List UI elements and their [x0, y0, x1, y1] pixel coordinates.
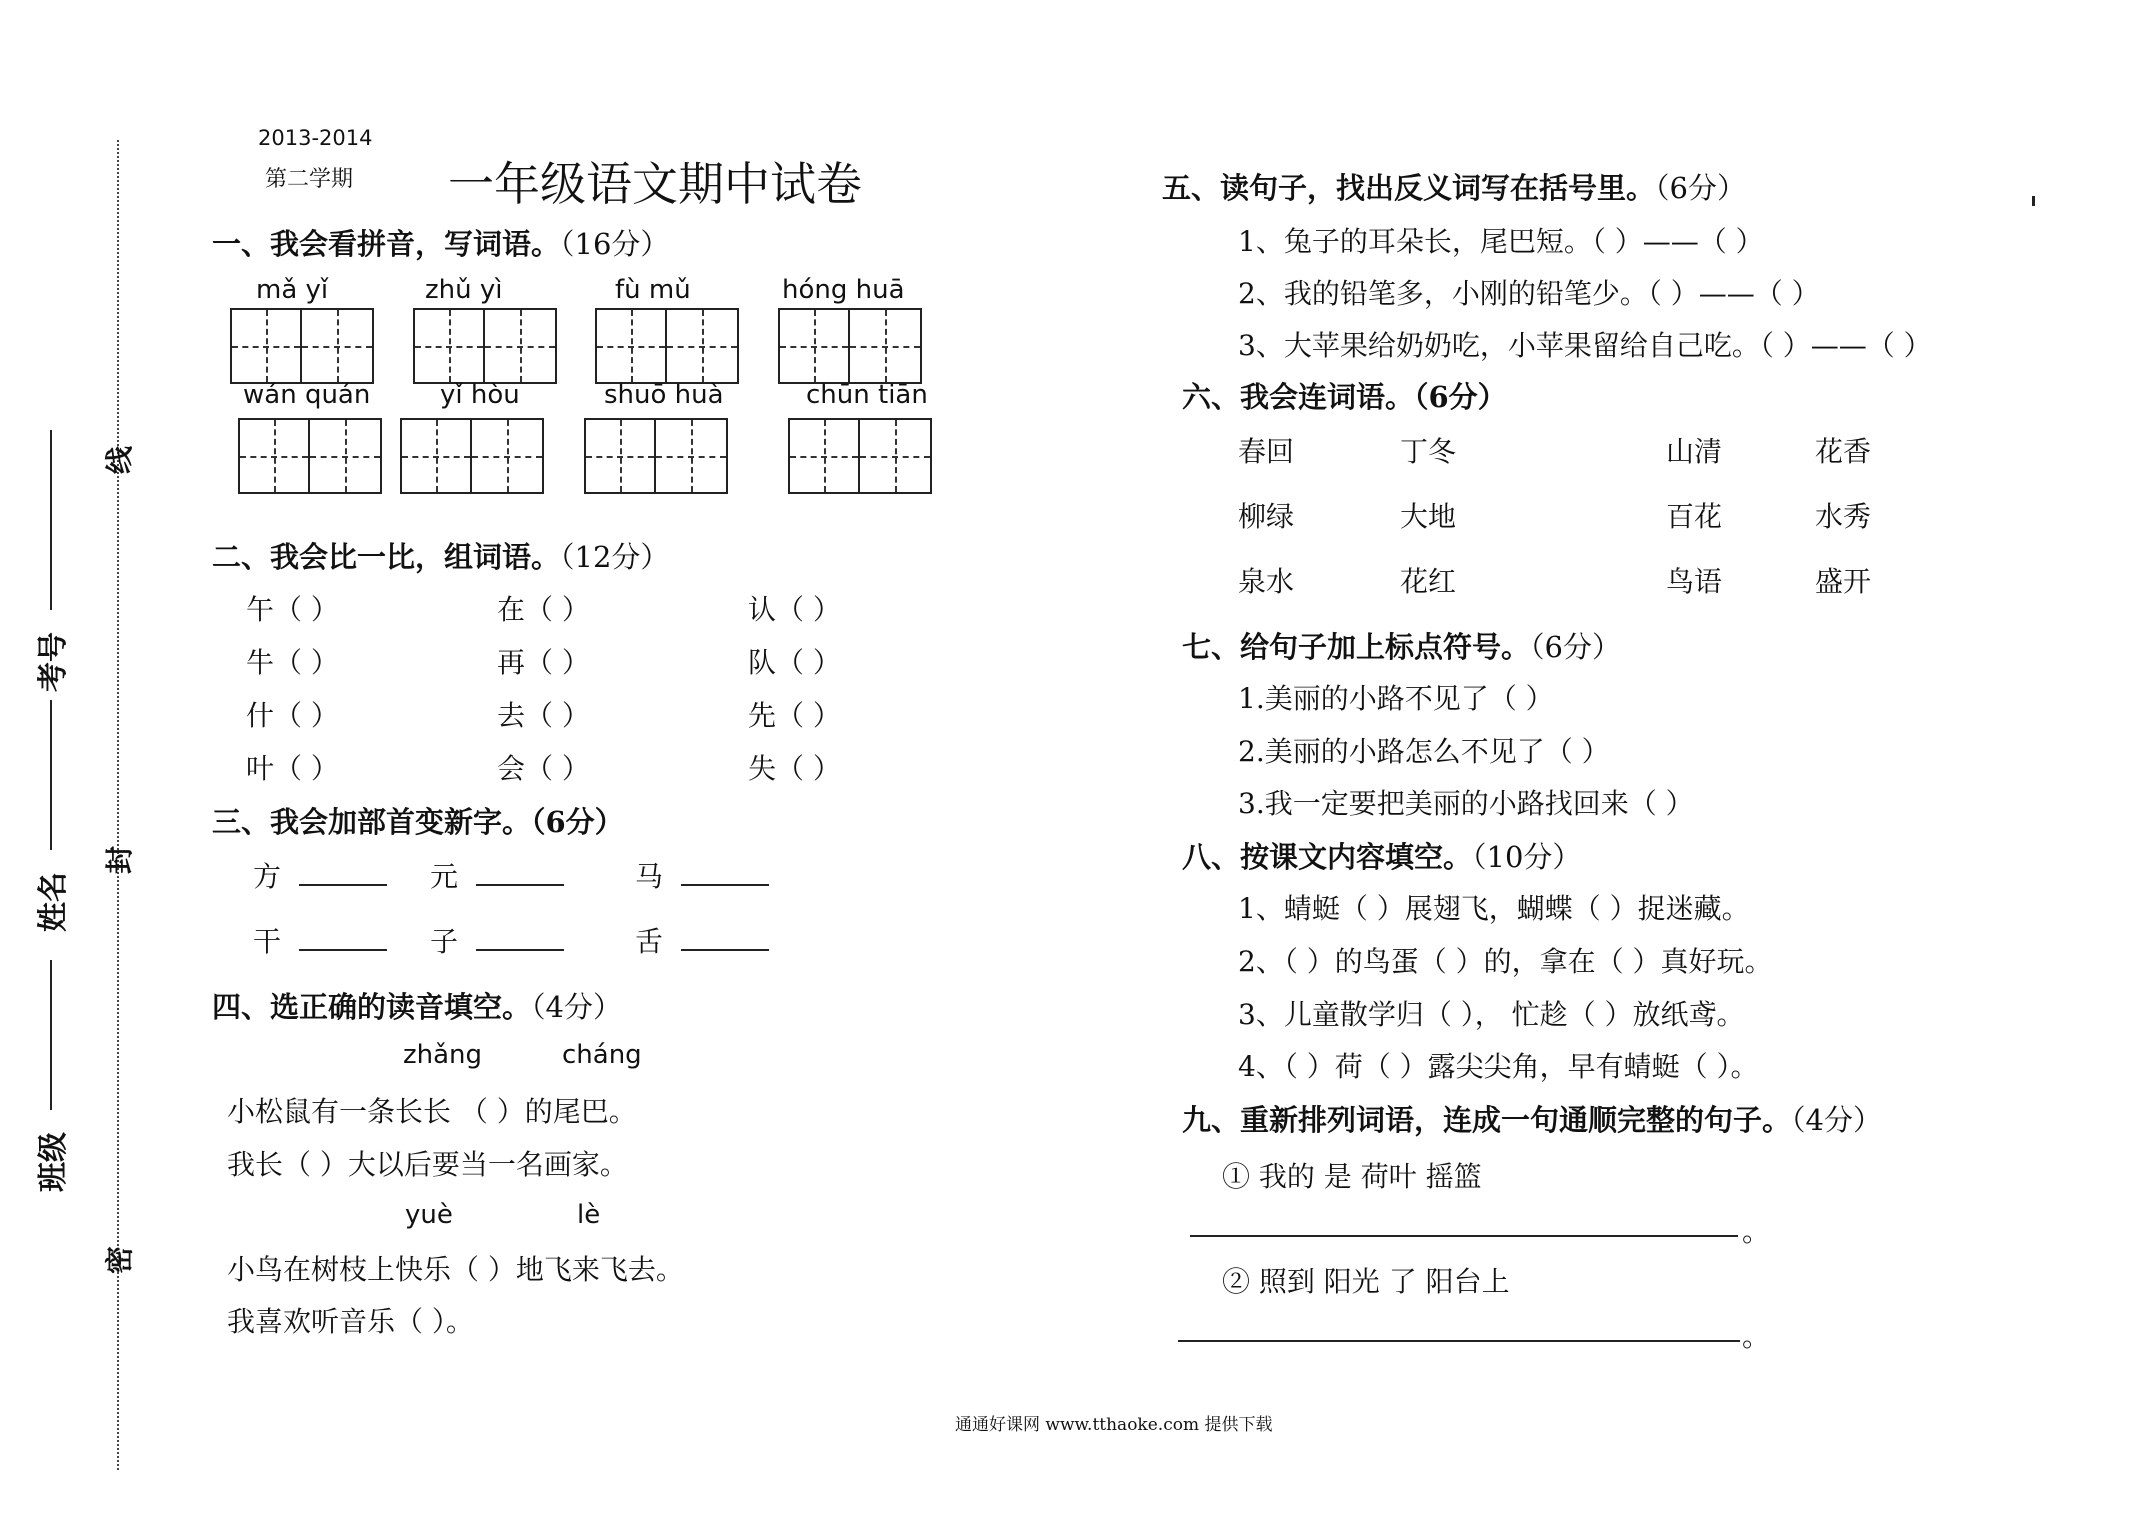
radical-item: 方 — [253, 855, 387, 895]
compare-item: 再（ ） — [497, 646, 590, 679]
compare-item: 认（ ） — [748, 593, 841, 626]
radical-item: 干 — [253, 920, 387, 960]
seal-word-xian: 线 — [103, 446, 136, 475]
field-label-name: 姓名 — [36, 872, 71, 932]
pinyin-chuntian: chūn tiān — [806, 380, 928, 410]
match-word[interactable]: 花香 — [1815, 435, 1872, 468]
punctuation-item: 1.美丽的小路不见了（ ） — [1238, 682, 1554, 715]
section-9-heading: 九、重新排列词语，连成一句通顺完整的句子。（4分） — [1182, 1103, 1882, 1137]
section-7-heading: 七、给句子加上标点符号。（6分） — [1182, 630, 1621, 664]
school-year: 2013-2014 — [258, 126, 373, 150]
pinyin-honghua: hóng huā — [782, 275, 905, 305]
reading-sentence: 小松鼠有一条长长 （ ）的尾巴。 — [227, 1095, 637, 1128]
section-4-heading: 四、选正确的读音填空。（4分） — [212, 990, 622, 1024]
compare-item: 牛（ ） — [246, 646, 339, 679]
answer-period: 。 — [1742, 1320, 1771, 1353]
match-word[interactable]: 山清 — [1666, 435, 1723, 468]
punctuation-item: 3.我一定要把美丽的小路找回来（ ） — [1238, 787, 1694, 820]
reading-sentence: 我长（ ）大以后要当一名画家。 — [227, 1148, 628, 1181]
pinyin-le: lè — [577, 1200, 601, 1230]
compare-item: 午（ ） — [246, 593, 339, 626]
field-label-class: 班级 — [36, 1132, 71, 1192]
match-word[interactable]: 花红 — [1400, 565, 1457, 598]
pinyin-yue: yuè — [405, 1200, 453, 1230]
match-word[interactable]: 泉水 — [1238, 565, 1295, 598]
section-5-heading: 五、读句子，找出反义词写在括号里。（6分） — [1162, 171, 1746, 205]
reading-sentence: 小鸟在树枝上快乐（ ）地飞来飞去。 — [227, 1253, 684, 1286]
seal-word-mi: 密 — [103, 1246, 136, 1275]
pinyin-mayi: mǎ yǐ — [256, 275, 329, 305]
compare-item: 失（ ） — [748, 752, 841, 785]
page-title: 一年级语文期中试卷 — [448, 157, 862, 211]
fill-blank-item: 2、（ ）的鸟蛋（ ）的，拿在（ ）真好玩。 — [1238, 945, 1773, 978]
field-label-exam-number: 考号 — [36, 632, 71, 692]
match-word[interactable]: 丁冬 — [1400, 435, 1457, 468]
compare-item: 叶（ ） — [246, 752, 339, 785]
match-word[interactable]: 百花 — [1666, 500, 1723, 533]
answer-line[interactable] — [1178, 1340, 1740, 1342]
seal-word-feng: 封 — [103, 846, 136, 875]
compare-item: 队（ ） — [748, 646, 841, 679]
compare-item: 在（ ） — [497, 593, 590, 626]
field-line-exam-number — [50, 430, 52, 610]
radical-item: 舌 — [635, 920, 769, 960]
section-8-heading: 八、按课文内容填空。（10分） — [1182, 840, 1582, 874]
pinyin-yihou: yǐ hòu — [440, 380, 520, 410]
writing-grid[interactable] — [230, 308, 374, 384]
pinyin-zhang: zhǎng — [403, 1040, 483, 1070]
reading-sentence: 我喜欢听音乐（ ）。 — [227, 1305, 474, 1338]
answer-period: 。 — [1742, 1215, 1771, 1248]
fill-blank-item: 1、蜻蜓（ ）展翅飞，蝴蝶（ ）捉迷藏。 — [1238, 892, 1750, 925]
compare-item: 会（ ） — [497, 752, 590, 785]
section-2-heading: 二、我会比一比，组词语。（12分） — [212, 540, 670, 574]
writing-grid[interactable] — [778, 308, 922, 384]
antonym-item: 2、我的铅笔多，小刚的铅笔少。（ ）——（ ） — [1238, 277, 1820, 310]
radical-item: 元 — [430, 855, 564, 895]
reorder-words: ② 照到 阳光 了 阳台上 — [1222, 1265, 1510, 1298]
stray-mark — [2032, 196, 2035, 206]
footer-credit: 通通好课网 www.tthaoke.com 提供下载 — [955, 1415, 1273, 1435]
term: 第二学期 — [265, 167, 354, 192]
section-6-heading: 六、我会连词语。（6分） — [1182, 380, 1507, 414]
pinyin-zhuyi: zhǔ yì — [425, 275, 503, 305]
punctuation-item: 2.美丽的小路怎么不见了（ ） — [1238, 735, 1610, 768]
compare-item: 去（ ） — [497, 699, 590, 732]
antonym-item: 3、大苹果给奶奶吃，小苹果留给自己吃。（ ）——（ ） — [1238, 329, 1932, 362]
radical-item: 马 — [635, 855, 769, 895]
match-word[interactable]: 大地 — [1400, 500, 1457, 533]
fill-blank-item: 3、儿童散学归（ ）， 忙趁（ ）放纸鸢。 — [1238, 998, 1745, 1031]
radical-item: 子 — [430, 920, 564, 960]
writing-grid[interactable] — [413, 308, 557, 384]
answer-line[interactable] — [1190, 1235, 1738, 1237]
section-1-heading: 一、我会看拼音，写词语。（16分） — [212, 227, 670, 261]
fill-blank-item: 4、（ ）荷（ ）露尖尖角，早有蜻蜓（ ）。 — [1238, 1050, 1759, 1083]
section-3-heading: 三、我会加部首变新字。（6分） — [212, 805, 624, 839]
compare-item: 先（ ） — [748, 699, 841, 732]
writing-grid[interactable] — [400, 418, 544, 494]
match-word[interactable]: 柳绿 — [1238, 500, 1295, 533]
match-word[interactable]: 盛开 — [1815, 565, 1872, 598]
writing-grid[interactable] — [584, 418, 728, 494]
pinyin-wanquan: wán quán — [243, 380, 371, 410]
writing-grid[interactable] — [788, 418, 932, 494]
field-line-class — [50, 960, 52, 1110]
field-line-name — [50, 700, 52, 850]
compare-item: 什（ ） — [246, 699, 339, 732]
reorder-words: ① 我的 是 荷叶 摇篮 — [1222, 1160, 1482, 1193]
match-word[interactable]: 鸟语 — [1666, 565, 1723, 598]
pinyin-shuohua: shuō huà — [604, 380, 724, 410]
pinyin-chang: cháng — [562, 1040, 642, 1070]
antonym-item: 1、兔子的耳朵长，尾巴短。（ ）——（ ） — [1238, 225, 1764, 258]
match-word[interactable]: 水秀 — [1815, 500, 1872, 533]
pinyin-fumu: fù mǔ — [615, 275, 691, 305]
match-word[interactable]: 春回 — [1238, 435, 1295, 468]
writing-grid[interactable] — [595, 308, 739, 384]
writing-grid[interactable] — [238, 418, 382, 494]
